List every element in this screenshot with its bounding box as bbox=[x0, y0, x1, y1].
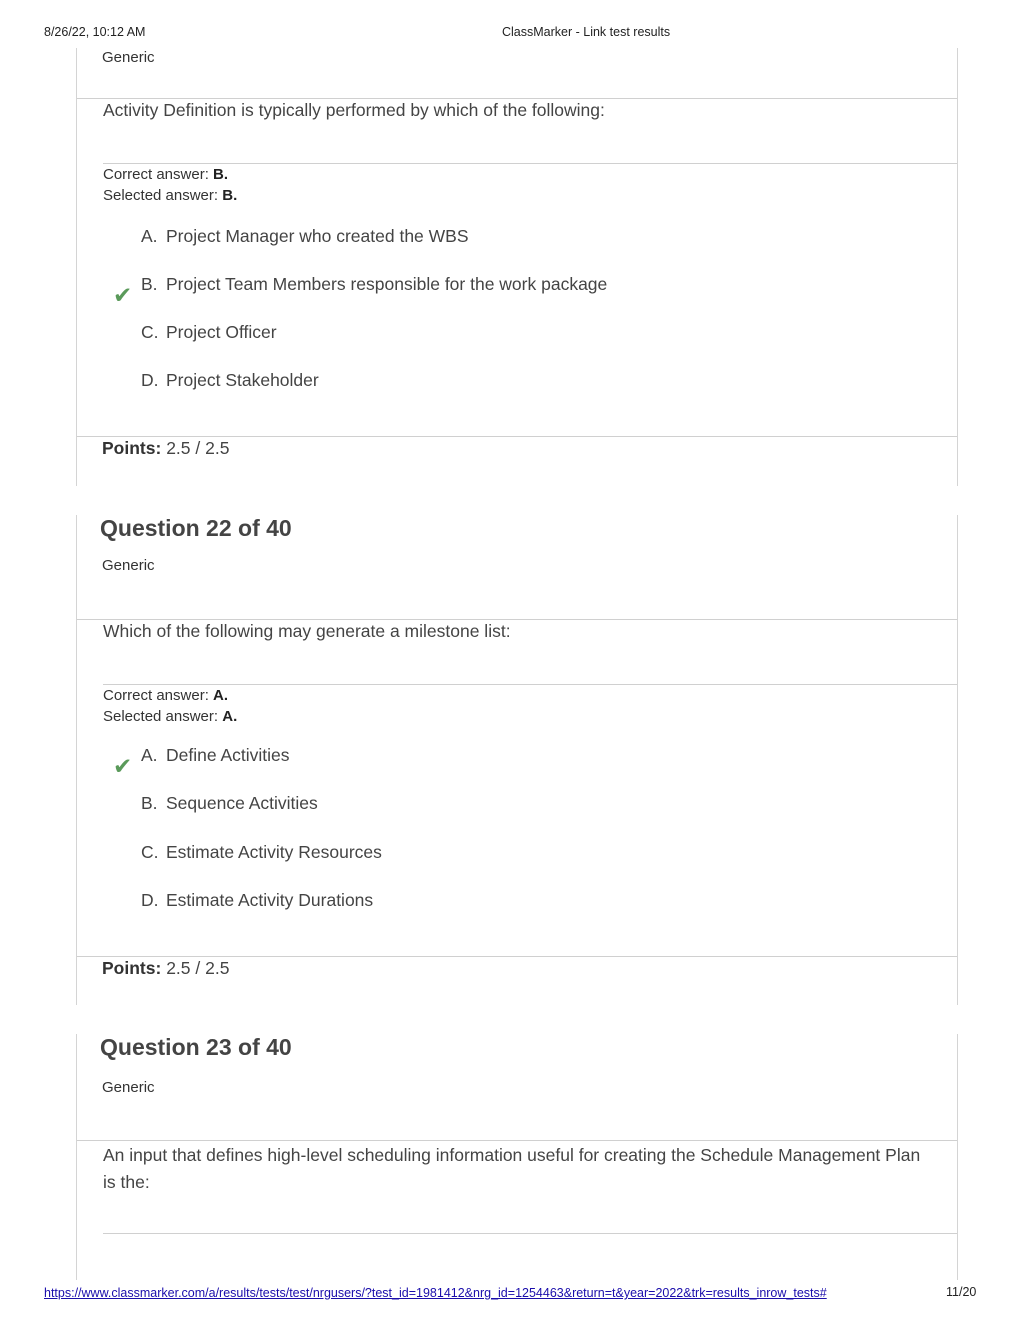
question-category: Generic bbox=[102, 557, 155, 574]
points-score: Points: 2.5 / 2.5 bbox=[102, 438, 230, 458]
answer-option-d: D. Project Stakeholder bbox=[141, 370, 319, 390]
answer-option-d: D. Estimate Activity Durations bbox=[141, 890, 374, 910]
answer-option-b: B. Sequence Activities bbox=[141, 793, 318, 813]
selected-answer: Selected answer: A. bbox=[103, 708, 238, 725]
selected-answer: Selected answer: B. bbox=[103, 187, 238, 204]
page-number: 11/20 bbox=[946, 1285, 977, 1299]
question-category: Generic bbox=[102, 49, 155, 66]
answer-option-c: C. Project Officer bbox=[141, 322, 277, 342]
question-text: An input that defines high-level scheduling information useful for creating the Schedule Management Plan is the: bbox=[103, 1145, 921, 1192]
answer-option-a: A. Project Manager who created the WBS bbox=[141, 226, 469, 246]
divider bbox=[77, 1140, 957, 1141]
correct-answer: Correct answer: B. bbox=[103, 166, 229, 183]
divider bbox=[77, 436, 957, 437]
question-title: Question 22 of 40 bbox=[100, 515, 292, 541]
checkmark-icon: ✔ bbox=[113, 753, 133, 779]
answer-option-a: A. Define Activities bbox=[141, 745, 290, 765]
divider bbox=[103, 163, 957, 164]
question-card-21 bbox=[76, 48, 958, 486]
question-title: Question 23 of 40 bbox=[100, 1034, 292, 1060]
question-text: Which of the following may generate a milestone list: bbox=[103, 621, 511, 641]
question-category: Generic bbox=[102, 1079, 155, 1096]
page-url-link[interactable]: https://www.classmarker.com/a/results/tests/test/nrgusers/?test_id=1981412&nrg_id=1254463&return=t&year=2022&trk=results_inrow_tests# bbox=[44, 1286, 827, 1300]
divider bbox=[103, 1233, 957, 1234]
divider bbox=[103, 684, 957, 685]
print-datetime: 8/26/22, 10:12 AM bbox=[44, 25, 146, 39]
divider bbox=[77, 956, 957, 957]
print-page-title: ClassMarker - Link test results bbox=[502, 25, 671, 39]
question-card-23 bbox=[76, 1034, 958, 1280]
correct-answer: Correct answer: A. bbox=[103, 687, 229, 704]
question-text: Activity Definition is typically performed by which of the following: bbox=[103, 100, 605, 120]
points-score: Points: 2.5 / 2.5 bbox=[102, 958, 230, 978]
question-card-22 bbox=[76, 515, 958, 1005]
checkmark-icon: ✔ bbox=[113, 282, 133, 308]
answer-option-c: C. Estimate Activity Resources bbox=[141, 842, 382, 862]
answer-option-b: B. Project Team Members responsible for the work package bbox=[141, 274, 608, 294]
